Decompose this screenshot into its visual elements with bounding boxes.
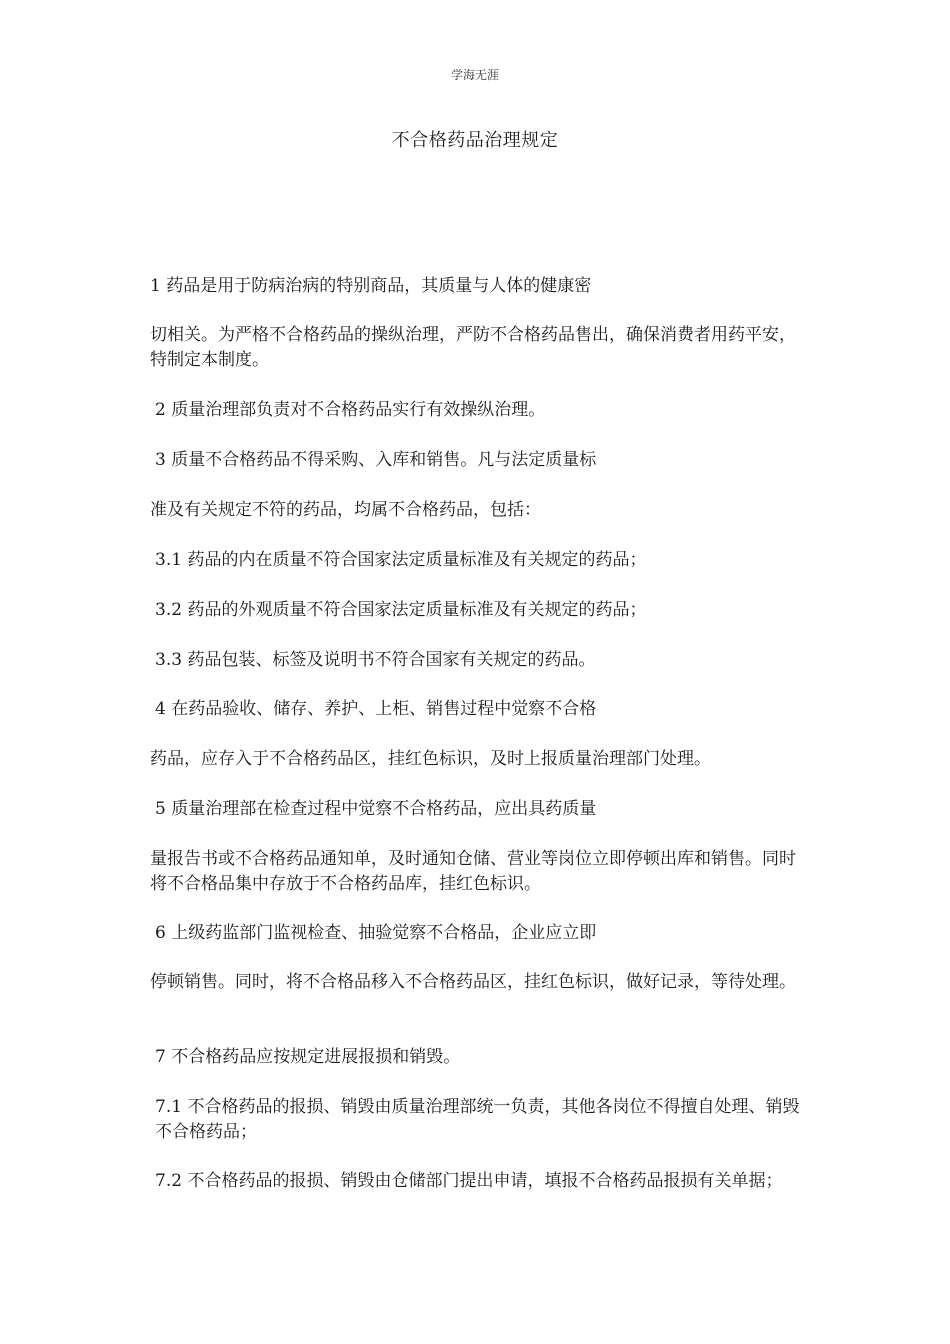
paragraph-1: 1 药品是用于防病治病的特别商品，其质量与人体的健康密: [150, 276, 592, 296]
paragraph-6-cont: 停顿销售。同时，将不合格品移入不合格药品区，挂红色标识，做好记录，等待处理。: [150, 972, 796, 992]
paragraph-3-2: 3.2 药品的外观质量不符合国家法定质量标准及有关规定的药品；: [155, 600, 647, 620]
paragraph-4: 4 在药品验收、储存、养护、上柜、销售过程中觉察不合格: [155, 699, 597, 719]
document-title: 不合格药品治理规定: [391, 130, 559, 151]
paragraph-5-cont: 量报告书或不合格药品通知单，及时通知仓储、营业等岗位立即停顿出库和销售。同时将不合格品集中存放于不合格药品库，挂红色标识。: [150, 849, 796, 894]
paragraph-7-1: 7.1 不合格药品的报损、销毁由质量治理部统一负责，其他各岗位不得擅自处理、销毁不合格药品；: [155, 1097, 800, 1142]
paragraph-3-3: 3.3 药品包装、标签及说明书不符合国家有关规定的药品。: [155, 650, 596, 670]
paragraph-7-2: 7.2 不合格药品的报损、销毁由仓储部门提出申请，填报不合格药品报损有关单据；: [155, 1171, 783, 1191]
paragraph-6: 6 上级药监部门监视检查、抽验觉察不合格品，企业应立即: [155, 923, 597, 943]
paragraph-3-1: 3.1 药品的内在质量不符合国家法定质量标准及有关规定的药品；: [155, 550, 647, 570]
page-header: 学海无涯: [450, 68, 499, 82]
paragraph-2: 2 质量治理部负责对不合格药品实行有效操纵治理。: [155, 400, 546, 420]
paragraph-1-cont: 切相关。为严格不合格药品的操纵治理，严防不合格药品售出，确保消费者用药平安，特制定本制度。: [150, 325, 796, 370]
paragraph-7: 7 不合格药品应按规定进展报损和销毁。: [155, 1047, 461, 1067]
paragraph-3: 3 质量不合格药品不得采购、入库和销售。凡与法定质量标: [155, 450, 597, 470]
paragraph-5: 5 质量治理部在检查过程中觉察不合格药品，应出具药质量: [155, 799, 597, 819]
paragraph-3-cont: 准及有关规定不符的药品，均属不合格药品，包括：: [150, 500, 541, 520]
paragraph-4-cont: 药品，应存入于不合格药品区，挂红色标识，及时上报质量治理部门处理。: [150, 749, 711, 769]
